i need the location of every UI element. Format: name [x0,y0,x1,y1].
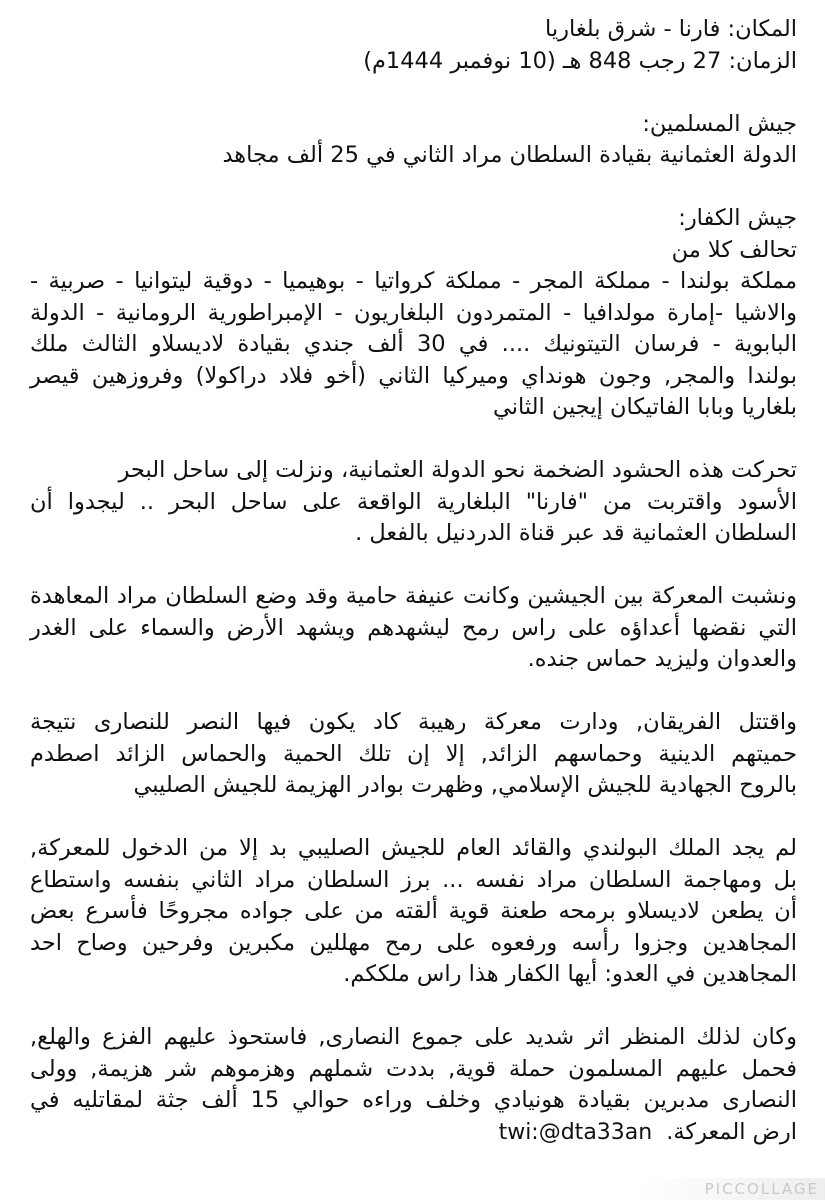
paragraph-line: بل ومهاجمة السلطان مراد نفسه ... برز السلطان مراد الثاني بنفسه واستطاع [30,866,797,893]
place-line: المكان: فارنا - شرق بلغاريا [545,16,797,42]
kuffar-army-line: بولندا والمجر, وجون هونداي وميركيا الثاني (أخو فلاد دراكولا) وفروزهين قيصر [30,362,797,389]
paragraph-line: لم يجد الملك البولندي والقائد العام للجيش الصليبي بد إلا من الدخول للمعركة, [30,835,797,861]
paragraph-line: وكان لذلك المنظر اثر شديد على جموع النصارى, فاستحوذ عليهم الفزع والهلع, [30,1024,797,1050]
paragraph-king-killed [30,833,797,991]
kuffar-army-line: والاشيا -إمارة مولدافيا - المتمردون البلغاريون - الإمبراطورية الرومانية - الدولة [30,299,797,326]
paragraph-line: الأسود واقتربت من "فارنا" البلغارية الواقعة على ساحل البحر .. ليجدوا أن [30,488,797,515]
time-line: الزمان: 27 رجب 848 هـ (10 نوفمبر 1444م) [363,47,797,74]
paragraph-line: فحمل عليهم المسلمون حملة قوية, بددت شملهم وهزموهم شر هزيمة, وولى [30,1055,797,1082]
paragraph-march [30,455,797,550]
kuffar-army-block [30,203,797,424]
final-line [30,1117,797,1149]
muslim-army-text: الدولة العثمانية بقيادة السلطان مراد الثاني في 25 ألف مجاهد [222,142,797,168]
final-line-text: ارض المعركة. [666,1118,797,1145]
header-block [30,14,797,77]
paragraph-line: المجاهدين وجزوا رأسه ورفعوه على رمح مهللين مكبرين وفرحين وصاح احد [30,929,797,956]
muslim-army-heading: جيش المسلمين: [642,110,797,137]
paragraph-fighting [30,707,797,802]
paragraph-line: النصارى مدبرين بقيادة هونيادي وخلف وراءه حوالي 15 ألف جثة لمقاتليه في [30,1087,797,1113]
watermark: PICCOLLAGE [640,1178,825,1200]
muslim-army-block [30,109,797,172]
paragraph-battle-start [30,581,797,676]
twitter-handle[interactable]: twi:@dta33an [498,1119,653,1145]
paragraph-line: حميتهم الدينية وحماسهم الزائد, إلا إن تلك الحمية والحماس الزائد اصطدم [30,740,797,767]
kuffar-army-line: مملكة بولندا - مملكة المجر - مملكة كرواتيا - بوهيميا - دوقية ليتوانيا - صربية - [30,268,797,294]
kuffar-army-line: البابوية - فرسان التيتونيك .... في 30 ألف جندي بقيادة لاديسلاو الثالث ملك [30,331,797,357]
paragraph-line: التي نقضها أعداؤه على راس رمح ليشهدهم ويشهد الأرض والسماء على الغدر [30,614,797,641]
kuffar-army-heading: جيش الكفار: [678,205,797,231]
kuffar-army-line: بلغاريا وبابا الفاتيكان إيجين الثاني [492,394,797,420]
paragraph-line: المجاهدين في العدو: أيها الكفار هذا راس ملككم. [343,961,797,987]
article [30,14,797,1148]
paragraph-line: تحركت هذه الحشود الضخمة نحو الدولة العثمانية، ونزلت إلى ساحل البحر [118,457,797,483]
kuffar-army-line: تحالف كلا من [671,236,797,263]
paragraph-line: ونشبت المعركة بين الجيشين وكانت عنيفة حامية وقد وضع السلطان مراد المعاهدة [30,583,797,609]
paragraph-line: بالروح الجهادية للجيش الإسلامي, وظهرت بوادر الهزيمة للجيش الصليبي [133,772,797,798]
paragraph-rout [30,1022,797,1148]
paragraph-line: أن يطعن لاديسلاو برمحه طعنة قوية ألقته من على جواده مجروحًا فأسرع بعض [30,898,797,924]
paragraph-line: السلطان العثمانية قد عبر قناة الدردنيل بالفعل . [355,520,797,546]
paragraph-line: واقتتل الفريقان, ودارت معركة رهيبة كاد يكون فيها النصر للنصارى نتيجة [30,709,797,735]
paragraph-line: والعدوان وليزيد حماس جنده. [527,646,797,672]
